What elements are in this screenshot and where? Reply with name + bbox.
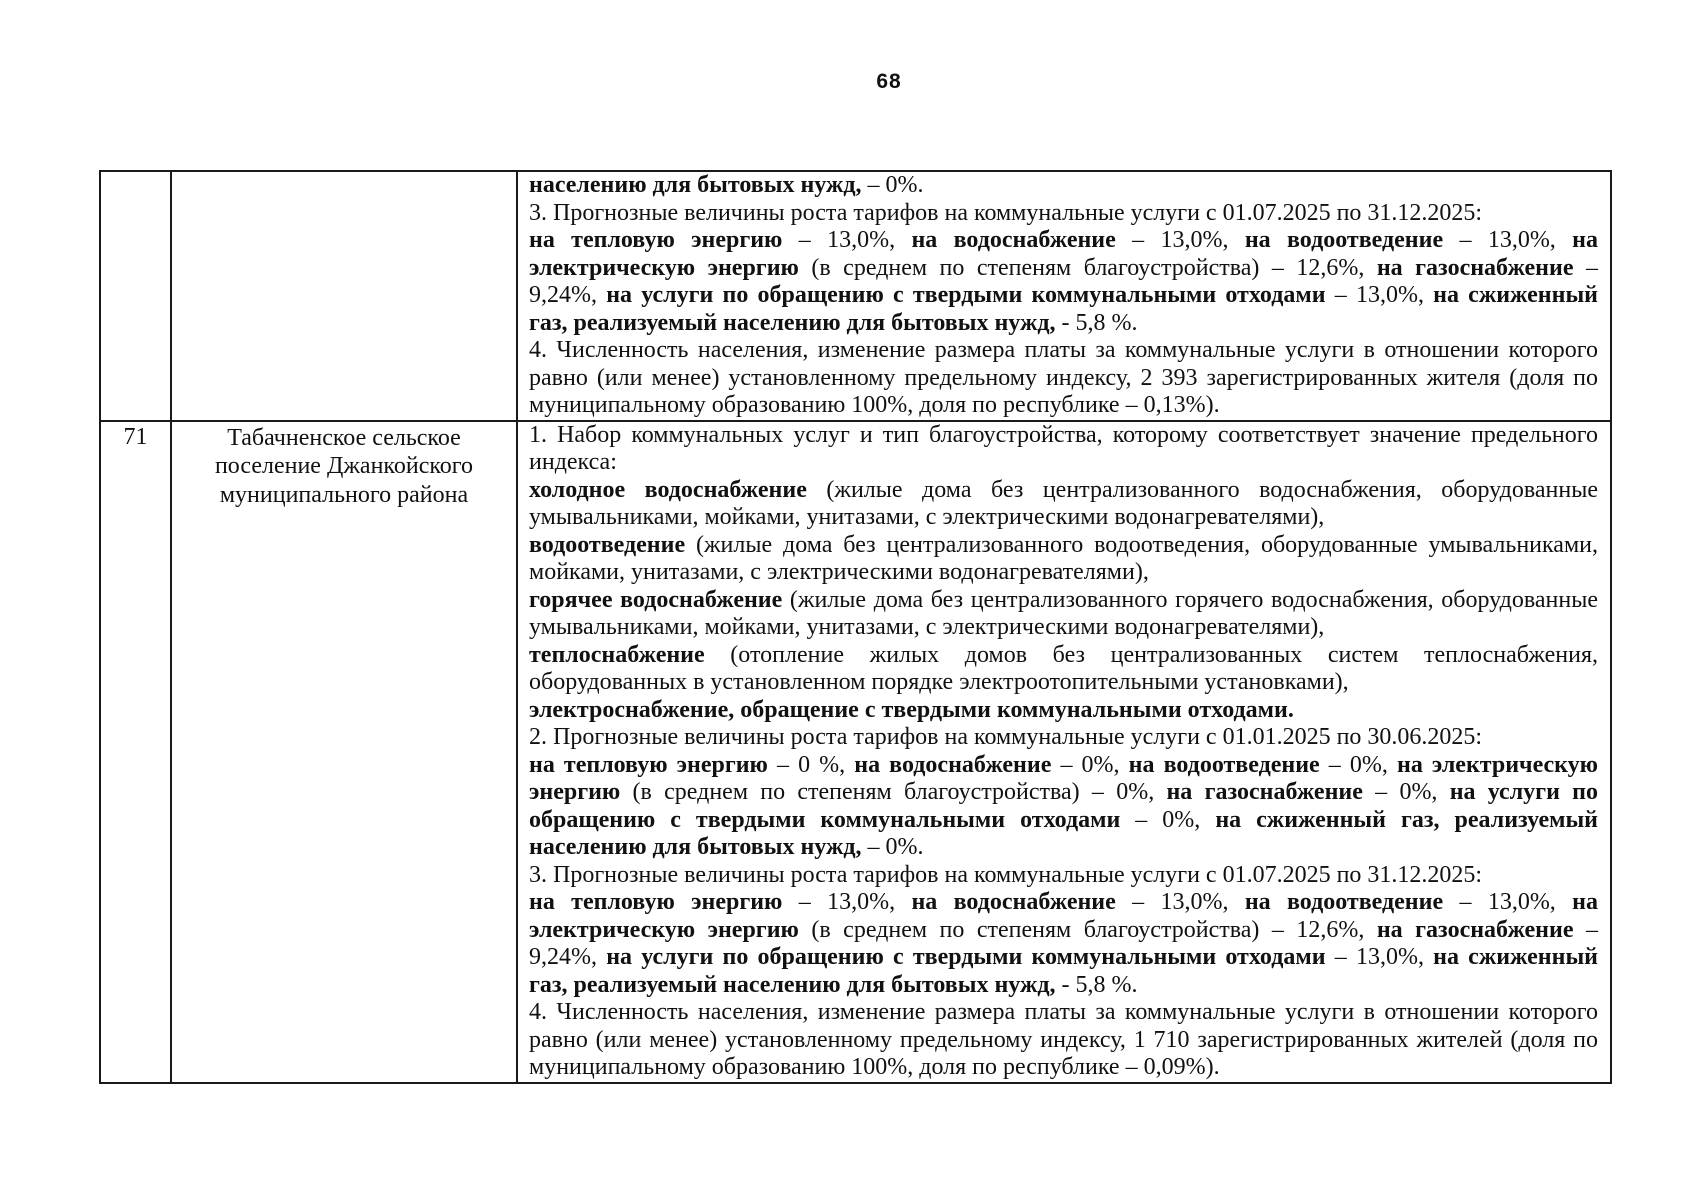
bold-text: холодное водоснабжение <box>529 476 807 503</box>
text-segment: (в среднем по степеням благоустройства) – 12,6%, <box>798 916 1377 943</box>
text-segment: (жилые дома без централизованного водоснабжения, оборудованные умывальниками, мойками, унитазами, с электрическими водонагревателями), <box>529 476 1598 530</box>
text-segment: – 0%, <box>1319 751 1397 778</box>
bold-text: на газоснабжение <box>1376 254 1574 281</box>
text-segment: (в среднем по степеням благоустройства) – 0%, <box>620 779 1167 805</box>
description-paragraph <box>529 337 1598 420</box>
description-paragraph <box>529 200 1598 228</box>
bold-text: на услуги по обращению с твердыми коммунальными отходами <box>606 282 1326 308</box>
bold-text: на газоснабжение <box>1166 779 1363 805</box>
description-paragraph <box>529 422 1598 477</box>
bold-text: на сжиженный газ, реализуемый населению для бытовых нужд, <box>529 282 1599 336</box>
text-segment: – 13,0%, <box>1115 227 1245 253</box>
text-segment: 1. Набор коммунальных услуг и тип благоустройства, которому соответствует значение предельного индекса: <box>529 421 1598 475</box>
bold-text: электроснабжение, обращение с твердыми коммунальными отходами. <box>529 696 1294 723</box>
text-segment: 3. Прогнозные величины роста тарифов на коммунальные услуги с 01.07.2025 по 31.12.2025: <box>529 861 1483 888</box>
description-paragraph <box>529 862 1598 890</box>
description-paragraph <box>529 697 1598 725</box>
bold-text: на электрическую энергию <box>529 889 1598 943</box>
bold-text: горячее водоснабжение <box>529 586 783 613</box>
bold-text: на водоснабжение <box>911 227 1116 253</box>
description-paragraph <box>529 587 1598 642</box>
description-paragraph <box>529 172 1598 200</box>
text-segment: – 13,0%, <box>782 227 912 253</box>
description-paragraph <box>529 642 1598 697</box>
bold-text: на водоотведение <box>1244 889 1444 915</box>
text-segment: (отопление жилых домов без централизованных систем теплоснабжения, оборудованных в установленном порядке электроотопительными установками), <box>529 641 1598 695</box>
text-segment: – 0%, <box>1051 751 1129 778</box>
bold-text: на электрическую энергию <box>529 227 1598 281</box>
text-segment: – 0%, <box>1362 779 1450 805</box>
text-segment: – 0%. <box>861 172 924 198</box>
bold-text: на сжиженный газ, реализуемый населению для бытовых нужд, <box>529 806 1599 860</box>
text-segment: - 5,8 %. <box>1055 971 1138 998</box>
description-paragraph <box>529 724 1598 752</box>
text-segment: – 9,24%, <box>529 254 1598 308</box>
text-segment: 2. Прогнозные величины роста тарифов на коммунальные услуги с 01.01.2025 по 30.06.2025: <box>529 724 1483 750</box>
text-segment: – 13,0%, <box>1325 282 1434 308</box>
description-paragraph <box>529 477 1598 532</box>
bold-text: на водоотведение <box>1128 751 1320 778</box>
text-segment: (жилые дома без централизованного водоотведения, оборудованные умывальниками, мойками, унитазами, с электрическими водонагревателями), <box>529 531 1598 585</box>
text-segment: – 13,0%, <box>782 889 912 915</box>
text-segment: (жилые дома без централизованного горячего водоснабжения, оборудованные умывальниками, мойками, унитазами, с электрическими водонагревателями), <box>529 586 1598 640</box>
description-cell <box>517 421 1611 1083</box>
bold-text: населению для бытовых нужд, <box>529 172 862 198</box>
tariff-table <box>99 170 1612 1084</box>
description-paragraph <box>529 999 1598 1082</box>
text-segment: - 5,8 %. <box>1055 309 1138 336</box>
text-segment: 4. Численность населения, изменение размера платы за коммунальные услуги в отношении которого равно (или менее) установленному предельному индексу, 2 393 зарегистрированных жителя (доля по муниципальному образованию 100%, доля по республике – 0,13%). <box>529 337 1598 418</box>
bold-text: на водоснабжение <box>911 889 1116 915</box>
text-segment: – 13,0%, <box>1115 889 1245 915</box>
text-segment: – 9,24%, <box>529 916 1598 970</box>
row-number-cell <box>100 171 171 421</box>
description-cell <box>517 171 1611 421</box>
description-paragraph <box>529 752 1598 862</box>
bold-text: на услуги по обращению с твердыми коммунальными отходами <box>529 779 1598 833</box>
bold-text: на газоснабжение <box>1376 916 1574 943</box>
bold-text: на водоснабжение <box>854 751 1052 778</box>
table-row <box>100 171 1611 421</box>
text-segment: – 13,0%, <box>1443 889 1573 915</box>
bold-text: на водоотведение <box>1244 227 1444 253</box>
description-paragraph <box>529 227 1598 337</box>
bold-text: на тепловую энергию <box>529 889 783 915</box>
text-segment: – 0%. <box>861 834 924 860</box>
bold-text: на электрическую энергию <box>529 751 1599 805</box>
table-body <box>100 171 1611 1083</box>
page-number: 68 <box>876 70 902 93</box>
text-segment: 4. Численность населения, изменение размера платы за коммунальные услуги в отношении которого равно (или менее) установленному предельному индексу, 1 710 зарегистрированных жителей (доля по муниципальному образованию 100%, доля по республике – 0,09%). <box>529 999 1598 1080</box>
text-segment: – 0 %, <box>767 751 855 778</box>
bold-text: на тепловую энергию <box>529 751 768 778</box>
bold-text: теплоснабжение <box>529 641 705 668</box>
text-segment: – 13,0%, <box>1325 944 1434 970</box>
text-segment: (в среднем по степеням благоустройства) – 12,6%, <box>798 254 1377 281</box>
municipality-name-cell <box>171 171 517 421</box>
bold-text: на сжиженный газ, реализуемый населению для бытовых нужд, <box>529 944 1599 998</box>
text-segment: 3. Прогнозные величины роста тарифов на коммунальные услуги с 01.07.2025 по 31.12.2025: <box>529 199 1483 226</box>
municipality-name-cell: Табачненское сельское поселение Джанкойского муниципального района <box>171 421 517 1083</box>
text-segment: – 0%, <box>1120 806 1216 833</box>
row-number-cell: 71 <box>100 421 171 1083</box>
bold-text: на тепловую энергию <box>529 227 783 253</box>
bold-text: на услуги по обращению с твердыми коммунальными отходами <box>606 944 1326 970</box>
bold-text: водоотведение <box>529 531 686 558</box>
description-paragraph <box>529 889 1598 999</box>
text-segment: – 13,0%, <box>1443 227 1573 253</box>
table-row <box>100 421 1611 1083</box>
description-paragraph <box>529 532 1598 587</box>
